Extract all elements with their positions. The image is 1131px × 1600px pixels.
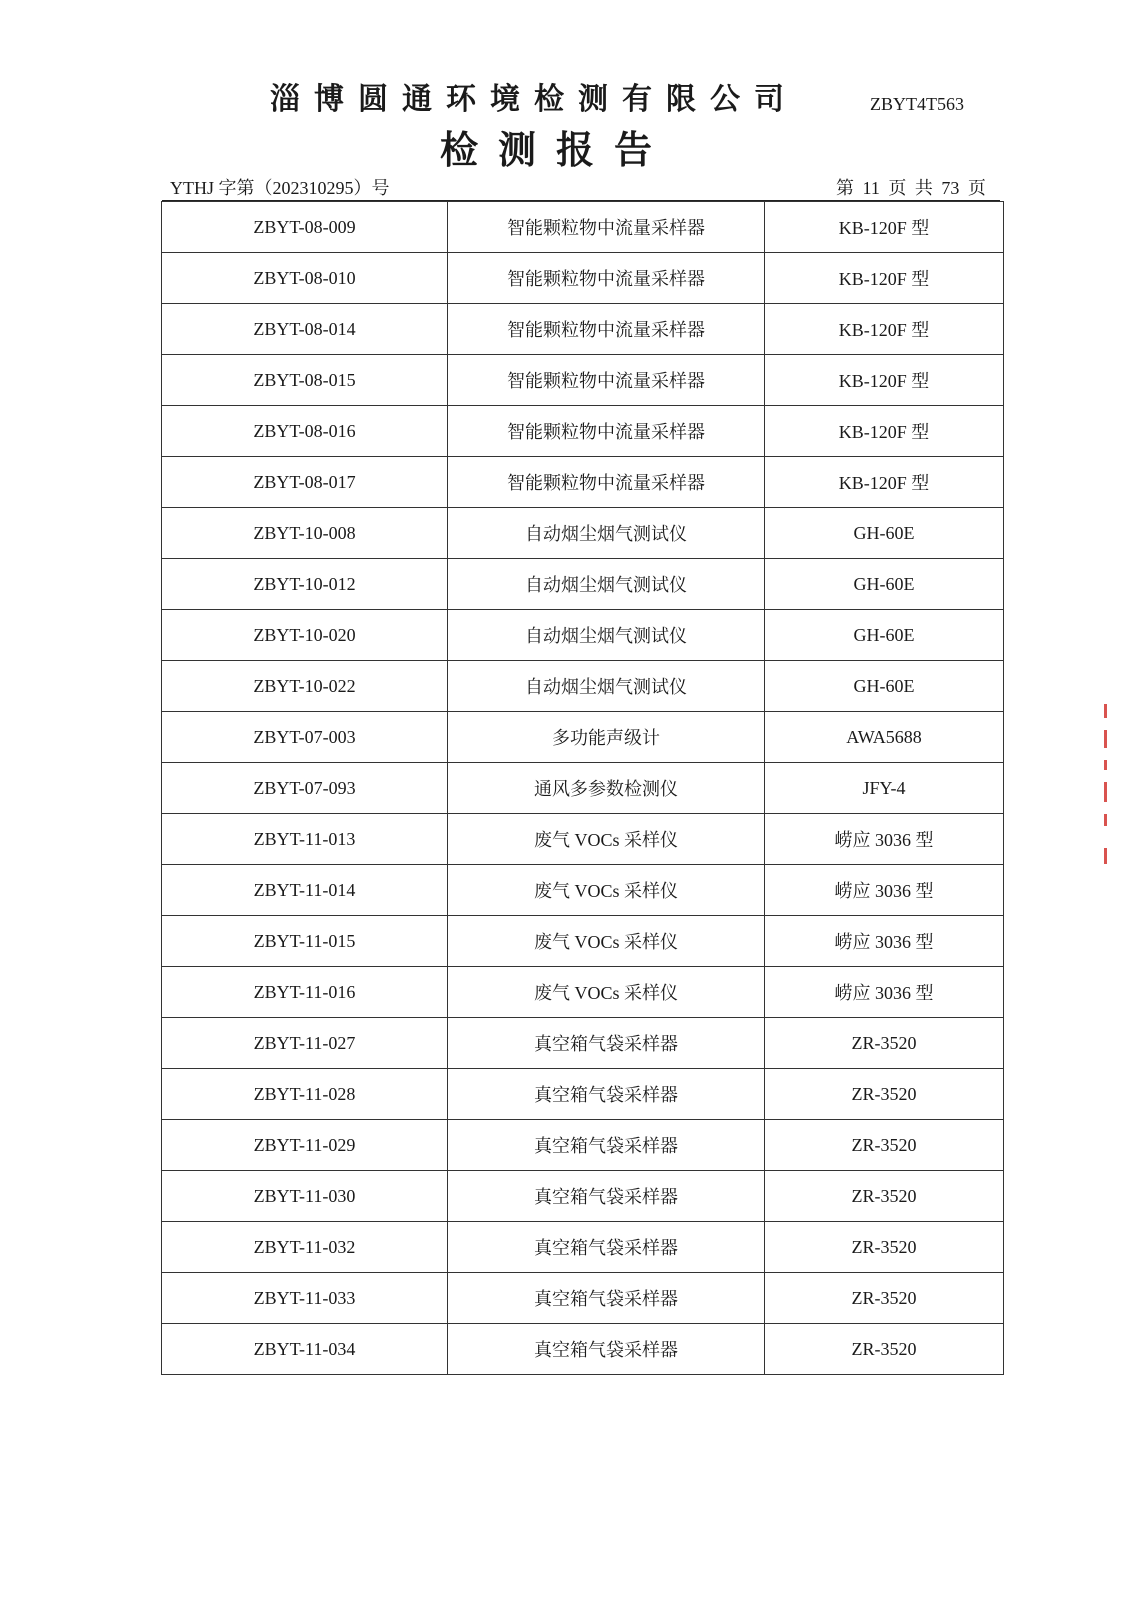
equipment-id-cell: ZBYT-11-032	[162, 1222, 448, 1273]
equipment-name-cell: 废气 VOCs 采样仪	[448, 916, 765, 967]
equipment-model-cell: 崂应 3036 型	[765, 865, 1004, 916]
equipment-id-cell: ZBYT-11-027	[162, 1018, 448, 1069]
equipment-model-cell: GH-60E	[765, 661, 1004, 712]
equipment-id-cell: ZBYT-08-017	[162, 457, 448, 508]
table-row	[162, 1018, 1004, 1069]
equipment-id-cell: ZBYT-07-093	[162, 763, 448, 814]
equipment-name-cell: 真空箱气袋采样器	[448, 1324, 765, 1375]
equipment-name-cell: 智能颗粒物中流量采样器	[448, 406, 765, 457]
equipment-id-cell: ZBYT-08-014	[162, 304, 448, 355]
equipment-name-cell: 真空箱气袋采样器	[448, 1273, 765, 1324]
equipment-name-cell: 真空箱气袋采样器	[448, 1222, 765, 1273]
table-row	[162, 1120, 1004, 1171]
equipment-name-cell: 智能颗粒物中流量采样器	[448, 457, 765, 508]
equipment-id-cell: ZBYT-11-016	[162, 967, 448, 1018]
table-row	[162, 1324, 1004, 1375]
equipment-model-cell: JFY-4	[765, 763, 1004, 814]
equipment-model-cell: AWA5688	[765, 712, 1004, 763]
page-number: 第 11 页 共 73 页	[836, 178, 986, 198]
table-row	[162, 355, 1004, 406]
equipment-name-cell: 自动烟尘烟气测试仪	[448, 559, 765, 610]
equipment-id-cell: ZBYT-10-020	[162, 610, 448, 661]
equipment-model-cell: 崂应 3036 型	[765, 814, 1004, 865]
table-row	[162, 1171, 1004, 1222]
table-row	[162, 253, 1004, 304]
equipment-name-cell: 自动烟尘烟气测试仪	[448, 610, 765, 661]
equipment-name-cell: 真空箱气袋采样器	[448, 1120, 765, 1171]
company-name: 淄博圆通环境检测有限公司	[270, 82, 798, 117]
equipment-name-cell: 真空箱气袋采样器	[448, 1171, 765, 1222]
equipment-model-cell: ZR-3520	[765, 1120, 1004, 1171]
equipment-model-cell: ZR-3520	[765, 1324, 1004, 1375]
equipment-id-cell: ZBYT-08-015	[162, 355, 448, 406]
table-row	[162, 1222, 1004, 1273]
equipment-id-cell: ZBYT-10-008	[162, 508, 448, 559]
table-row	[162, 1069, 1004, 1120]
equipment-name-cell: 废气 VOCs 采样仪	[448, 865, 765, 916]
equipment-id-cell: ZBYT-10-022	[162, 661, 448, 712]
table-row	[162, 559, 1004, 610]
equipment-model-cell: 崂应 3036 型	[765, 967, 1004, 1018]
table-row	[162, 967, 1004, 1018]
equipment-name-cell: 真空箱气袋采样器	[448, 1018, 765, 1069]
equipment-id-cell: ZBYT-11-034	[162, 1324, 448, 1375]
equipment-id-cell: ZBYT-10-012	[162, 559, 448, 610]
equipment-model-cell: ZR-3520	[765, 1273, 1004, 1324]
equipment-id-cell: ZBYT-11-033	[162, 1273, 448, 1324]
table-row	[162, 865, 1004, 916]
table-row	[162, 457, 1004, 508]
equipment-name-cell: 自动烟尘烟气测试仪	[448, 508, 765, 559]
equipment-name-cell: 真空箱气袋采样器	[448, 1069, 765, 1120]
equipment-id-cell: ZBYT-08-009	[162, 202, 448, 253]
equipment-table	[161, 201, 1004, 1375]
equipment-id-cell: ZBYT-11-028	[162, 1069, 448, 1120]
table-row	[162, 1273, 1004, 1324]
table-row	[162, 304, 1004, 355]
equipment-id-cell: ZBYT-08-016	[162, 406, 448, 457]
equipment-model-cell: KB-120F 型	[765, 304, 1004, 355]
equipment-model-cell: 崂应 3036 型	[765, 916, 1004, 967]
equipment-id-cell: ZBYT-08-010	[162, 253, 448, 304]
equipment-name-cell: 多功能声级计	[448, 712, 765, 763]
equipment-id-cell: ZBYT-11-014	[162, 865, 448, 916]
document-code: ZBYT4T563	[870, 94, 964, 114]
table-row	[162, 202, 1004, 253]
table-row	[162, 712, 1004, 763]
table-row	[162, 610, 1004, 661]
equipment-name-cell: 废气 VOCs 采样仪	[448, 967, 765, 1018]
equipment-model-cell: ZR-3520	[765, 1018, 1004, 1069]
equipment-id-cell: ZBYT-07-003	[162, 712, 448, 763]
equipment-id-cell: ZBYT-11-029	[162, 1120, 448, 1171]
table-row	[162, 508, 1004, 559]
equipment-name-cell: 通风多参数检测仪	[448, 763, 765, 814]
equipment-model-cell: GH-60E	[765, 559, 1004, 610]
table-row	[162, 814, 1004, 865]
equipment-model-cell: KB-120F 型	[765, 253, 1004, 304]
equipment-model-cell: GH-60E	[765, 610, 1004, 661]
equipment-id-cell: ZBYT-11-030	[162, 1171, 448, 1222]
equipment-model-cell: ZR-3520	[765, 1171, 1004, 1222]
report-number: YTHJ 字第（202310295）号	[170, 178, 390, 198]
equipment-name-cell: 智能颗粒物中流量采样器	[448, 202, 765, 253]
equipment-model-cell: KB-120F 型	[765, 457, 1004, 508]
equipment-id-cell: ZBYT-11-013	[162, 814, 448, 865]
equipment-model-cell: KB-120F 型	[765, 406, 1004, 457]
table-row	[162, 763, 1004, 814]
equipment-name-cell: 废气 VOCs 采样仪	[448, 814, 765, 865]
equipment-model-cell: KB-120F 型	[765, 202, 1004, 253]
scan-edge-marks	[1104, 704, 1110, 864]
equipment-id-cell: ZBYT-11-015	[162, 916, 448, 967]
table-row	[162, 406, 1004, 457]
equipment-model-cell: GH-60E	[765, 508, 1004, 559]
table-row	[162, 661, 1004, 712]
equipment-name-cell: 智能颗粒物中流量采样器	[448, 304, 765, 355]
equipment-name-cell: 自动烟尘烟气测试仪	[448, 661, 765, 712]
report-title: 检测报告	[440, 127, 673, 172]
equipment-model-cell: ZR-3520	[765, 1222, 1004, 1273]
equipment-name-cell: 智能颗粒物中流量采样器	[448, 253, 765, 304]
table-row	[162, 916, 1004, 967]
equipment-name-cell: 智能颗粒物中流量采样器	[448, 355, 765, 406]
equipment-table-body	[162, 202, 1004, 1375]
equipment-model-cell: ZR-3520	[765, 1069, 1004, 1120]
equipment-model-cell: KB-120F 型	[765, 355, 1004, 406]
